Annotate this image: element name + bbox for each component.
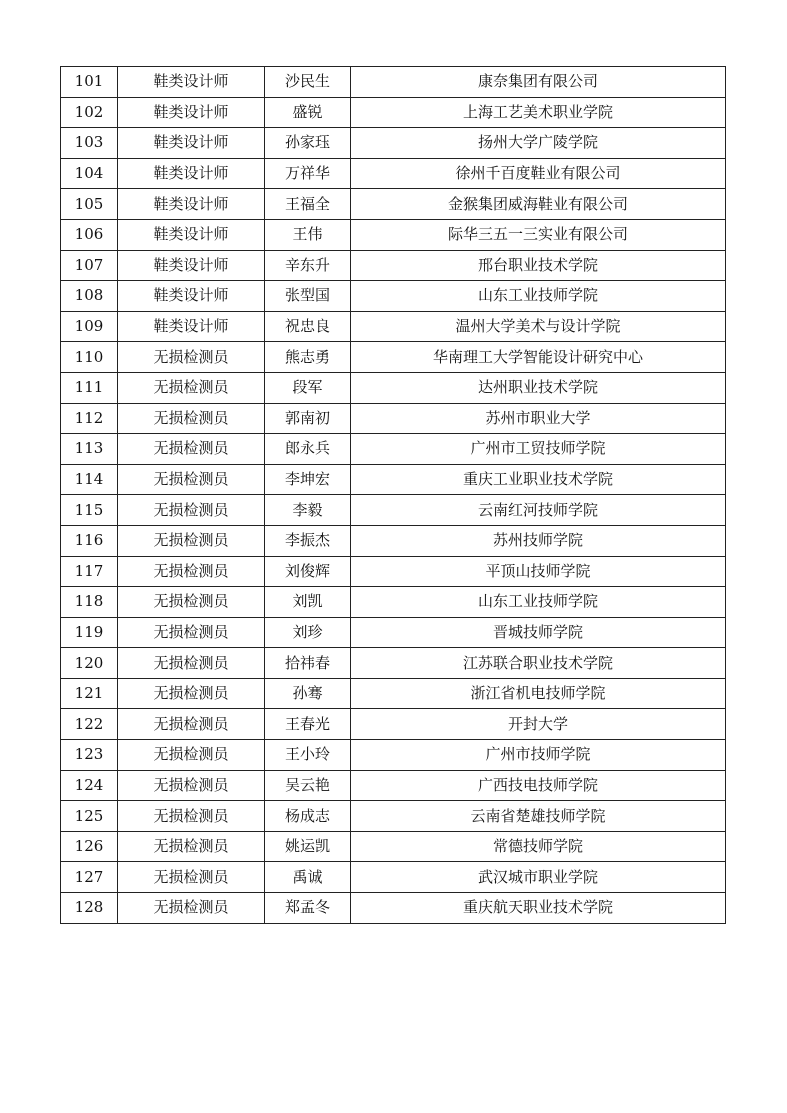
table-row bbox=[61, 250, 726, 281]
table-row bbox=[61, 189, 726, 220]
occupation-cell: 鞋类设计师 bbox=[118, 311, 265, 342]
table-row bbox=[61, 342, 726, 373]
person-name-cell: 刘凯 bbox=[265, 587, 351, 618]
organization-cell: 云南红河技师学院 bbox=[351, 495, 726, 526]
organization-cell: 上海工艺美术职业学院 bbox=[351, 97, 726, 128]
row-number-cell: 106 bbox=[61, 219, 118, 250]
table-row bbox=[61, 587, 726, 618]
row-number-cell: 101 bbox=[61, 67, 118, 98]
row-number-cell: 109 bbox=[61, 311, 118, 342]
organization-cell: 金猴集团威海鞋业有限公司 bbox=[351, 189, 726, 220]
table-row bbox=[61, 831, 726, 862]
organization-cell: 广州市技师学院 bbox=[351, 740, 726, 771]
row-number-cell: 123 bbox=[61, 740, 118, 771]
person-name-cell: 孙骞 bbox=[265, 678, 351, 709]
occupation-cell: 无损检测员 bbox=[118, 893, 265, 924]
row-number-cell: 125 bbox=[61, 801, 118, 832]
occupation-cell: 无损检测员 bbox=[118, 525, 265, 556]
organization-cell: 徐州千百度鞋业有限公司 bbox=[351, 158, 726, 189]
occupation-cell: 鞋类设计师 bbox=[118, 97, 265, 128]
row-number-cell: 126 bbox=[61, 831, 118, 862]
occupation-cell: 无损检测员 bbox=[118, 740, 265, 771]
person-name-cell: 辛东升 bbox=[265, 250, 351, 281]
occupation-cell: 鞋类设计师 bbox=[118, 219, 265, 250]
person-name-cell: 张型国 bbox=[265, 281, 351, 312]
row-number-cell: 127 bbox=[61, 862, 118, 893]
row-number-cell: 122 bbox=[61, 709, 118, 740]
row-number-cell: 105 bbox=[61, 189, 118, 220]
table-row bbox=[61, 434, 726, 465]
person-name-cell: 拾祎春 bbox=[265, 648, 351, 679]
person-name-cell: 李振杰 bbox=[265, 525, 351, 556]
person-name-cell: 郎永兵 bbox=[265, 434, 351, 465]
person-name-cell: 沙民生 bbox=[265, 67, 351, 98]
row-number-cell: 117 bbox=[61, 556, 118, 587]
occupation-cell: 无损检测员 bbox=[118, 587, 265, 618]
organization-cell: 江苏联合职业技术学院 bbox=[351, 648, 726, 679]
person-name-cell: 王伟 bbox=[265, 219, 351, 250]
row-number-cell: 115 bbox=[61, 495, 118, 526]
person-name-cell: 盛锐 bbox=[265, 97, 351, 128]
row-number-cell: 124 bbox=[61, 770, 118, 801]
organization-cell: 广西技电技师学院 bbox=[351, 770, 726, 801]
organization-cell: 温州大学美术与设计学院 bbox=[351, 311, 726, 342]
table-row bbox=[61, 801, 726, 832]
organization-cell: 苏州技师学院 bbox=[351, 525, 726, 556]
occupation-cell: 鞋类设计师 bbox=[118, 281, 265, 312]
organization-cell: 山东工业技师学院 bbox=[351, 587, 726, 618]
table-row bbox=[61, 311, 726, 342]
table-row bbox=[61, 403, 726, 434]
organization-cell: 浙江省机电技师学院 bbox=[351, 678, 726, 709]
person-name-cell: 段军 bbox=[265, 372, 351, 403]
occupation-cell: 鞋类设计师 bbox=[118, 128, 265, 159]
table-row bbox=[61, 281, 726, 312]
table-row bbox=[61, 97, 726, 128]
row-number-cell: 114 bbox=[61, 464, 118, 495]
person-name-cell: 王福全 bbox=[265, 189, 351, 220]
person-name-cell: 万祥华 bbox=[265, 158, 351, 189]
occupation-cell: 无损检测员 bbox=[118, 372, 265, 403]
occupation-cell: 无损检测员 bbox=[118, 495, 265, 526]
table-row bbox=[61, 678, 726, 709]
occupation-cell: 鞋类设计师 bbox=[118, 158, 265, 189]
occupation-cell: 鞋类设计师 bbox=[118, 67, 265, 98]
row-number-cell: 128 bbox=[61, 893, 118, 924]
table-row bbox=[61, 862, 726, 893]
organization-cell: 开封大学 bbox=[351, 709, 726, 740]
organization-cell: 苏州市职业大学 bbox=[351, 403, 726, 434]
occupation-cell: 无损检测员 bbox=[118, 617, 265, 648]
occupation-cell: 无损检测员 bbox=[118, 556, 265, 587]
organization-cell: 平顶山技师学院 bbox=[351, 556, 726, 587]
person-name-cell: 郑孟冬 bbox=[265, 893, 351, 924]
organization-cell: 重庆工业职业技术学院 bbox=[351, 464, 726, 495]
table-row bbox=[61, 158, 726, 189]
person-name-cell: 吴云艳 bbox=[265, 770, 351, 801]
person-name-cell: 禹诚 bbox=[265, 862, 351, 893]
occupation-cell: 无损检测员 bbox=[118, 464, 265, 495]
occupation-cell: 无损检测员 bbox=[118, 434, 265, 465]
person-name-cell: 王春光 bbox=[265, 709, 351, 740]
person-name-cell: 李坤宏 bbox=[265, 464, 351, 495]
roster-table bbox=[60, 66, 726, 924]
row-number-cell: 118 bbox=[61, 587, 118, 618]
organization-cell: 达州职业技术学院 bbox=[351, 372, 726, 403]
organization-cell: 常德技师学院 bbox=[351, 831, 726, 862]
person-name-cell: 刘俊辉 bbox=[265, 556, 351, 587]
row-number-cell: 107 bbox=[61, 250, 118, 281]
person-name-cell: 李毅 bbox=[265, 495, 351, 526]
occupation-cell: 无损检测员 bbox=[118, 342, 265, 373]
occupation-cell: 无损检测员 bbox=[118, 648, 265, 679]
row-number-cell: 116 bbox=[61, 525, 118, 556]
table-row bbox=[61, 648, 726, 679]
occupation-cell: 无损检测员 bbox=[118, 770, 265, 801]
organization-cell: 际华三五一三实业有限公司 bbox=[351, 219, 726, 250]
organization-cell: 华南理工大学智能设计研究中心 bbox=[351, 342, 726, 373]
row-number-cell: 103 bbox=[61, 128, 118, 159]
occupation-cell: 鞋类设计师 bbox=[118, 189, 265, 220]
person-name-cell: 王小玲 bbox=[265, 740, 351, 771]
table-row bbox=[61, 556, 726, 587]
table-row bbox=[61, 770, 726, 801]
row-number-cell: 121 bbox=[61, 678, 118, 709]
table-row bbox=[61, 893, 726, 924]
occupation-cell: 无损检测员 bbox=[118, 709, 265, 740]
occupation-cell: 无损检测员 bbox=[118, 831, 265, 862]
row-number-cell: 108 bbox=[61, 281, 118, 312]
organization-cell: 山东工业技师学院 bbox=[351, 281, 726, 312]
person-name-cell: 祝忠良 bbox=[265, 311, 351, 342]
person-name-cell: 郭南初 bbox=[265, 403, 351, 434]
organization-cell: 广州市工贸技师学院 bbox=[351, 434, 726, 465]
occupation-cell: 无损检测员 bbox=[118, 801, 265, 832]
organization-cell: 重庆航天职业技术学院 bbox=[351, 893, 726, 924]
person-name-cell: 熊志勇 bbox=[265, 342, 351, 373]
organization-cell: 云南省楚雄技师学院 bbox=[351, 801, 726, 832]
organization-cell: 康奈集团有限公司 bbox=[351, 67, 726, 98]
table-row bbox=[61, 128, 726, 159]
table-row bbox=[61, 495, 726, 526]
row-number-cell: 102 bbox=[61, 97, 118, 128]
table-row bbox=[61, 740, 726, 771]
row-number-cell: 113 bbox=[61, 434, 118, 465]
occupation-cell: 鞋类设计师 bbox=[118, 250, 265, 281]
person-name-cell: 孙家珏 bbox=[265, 128, 351, 159]
organization-cell: 武汉城市职业学院 bbox=[351, 862, 726, 893]
row-number-cell: 112 bbox=[61, 403, 118, 434]
table-row bbox=[61, 372, 726, 403]
person-name-cell: 杨成志 bbox=[265, 801, 351, 832]
occupation-cell: 无损检测员 bbox=[118, 678, 265, 709]
organization-cell: 邢台职业技术学院 bbox=[351, 250, 726, 281]
row-number-cell: 111 bbox=[61, 372, 118, 403]
occupation-cell: 无损检测员 bbox=[118, 862, 265, 893]
row-number-cell: 104 bbox=[61, 158, 118, 189]
row-number-cell: 119 bbox=[61, 617, 118, 648]
row-number-cell: 120 bbox=[61, 648, 118, 679]
organization-cell: 晋城技师学院 bbox=[351, 617, 726, 648]
person-name-cell: 刘珍 bbox=[265, 617, 351, 648]
table-row bbox=[61, 709, 726, 740]
organization-cell: 扬州大学广陵学院 bbox=[351, 128, 726, 159]
table-row bbox=[61, 67, 726, 98]
table-row bbox=[61, 464, 726, 495]
table-row bbox=[61, 617, 726, 648]
row-number-cell: 110 bbox=[61, 342, 118, 373]
table-row bbox=[61, 525, 726, 556]
table-row bbox=[61, 219, 726, 250]
roster-table-body bbox=[61, 67, 726, 924]
occupation-cell: 无损检测员 bbox=[118, 403, 265, 434]
person-name-cell: 姚运凯 bbox=[265, 831, 351, 862]
